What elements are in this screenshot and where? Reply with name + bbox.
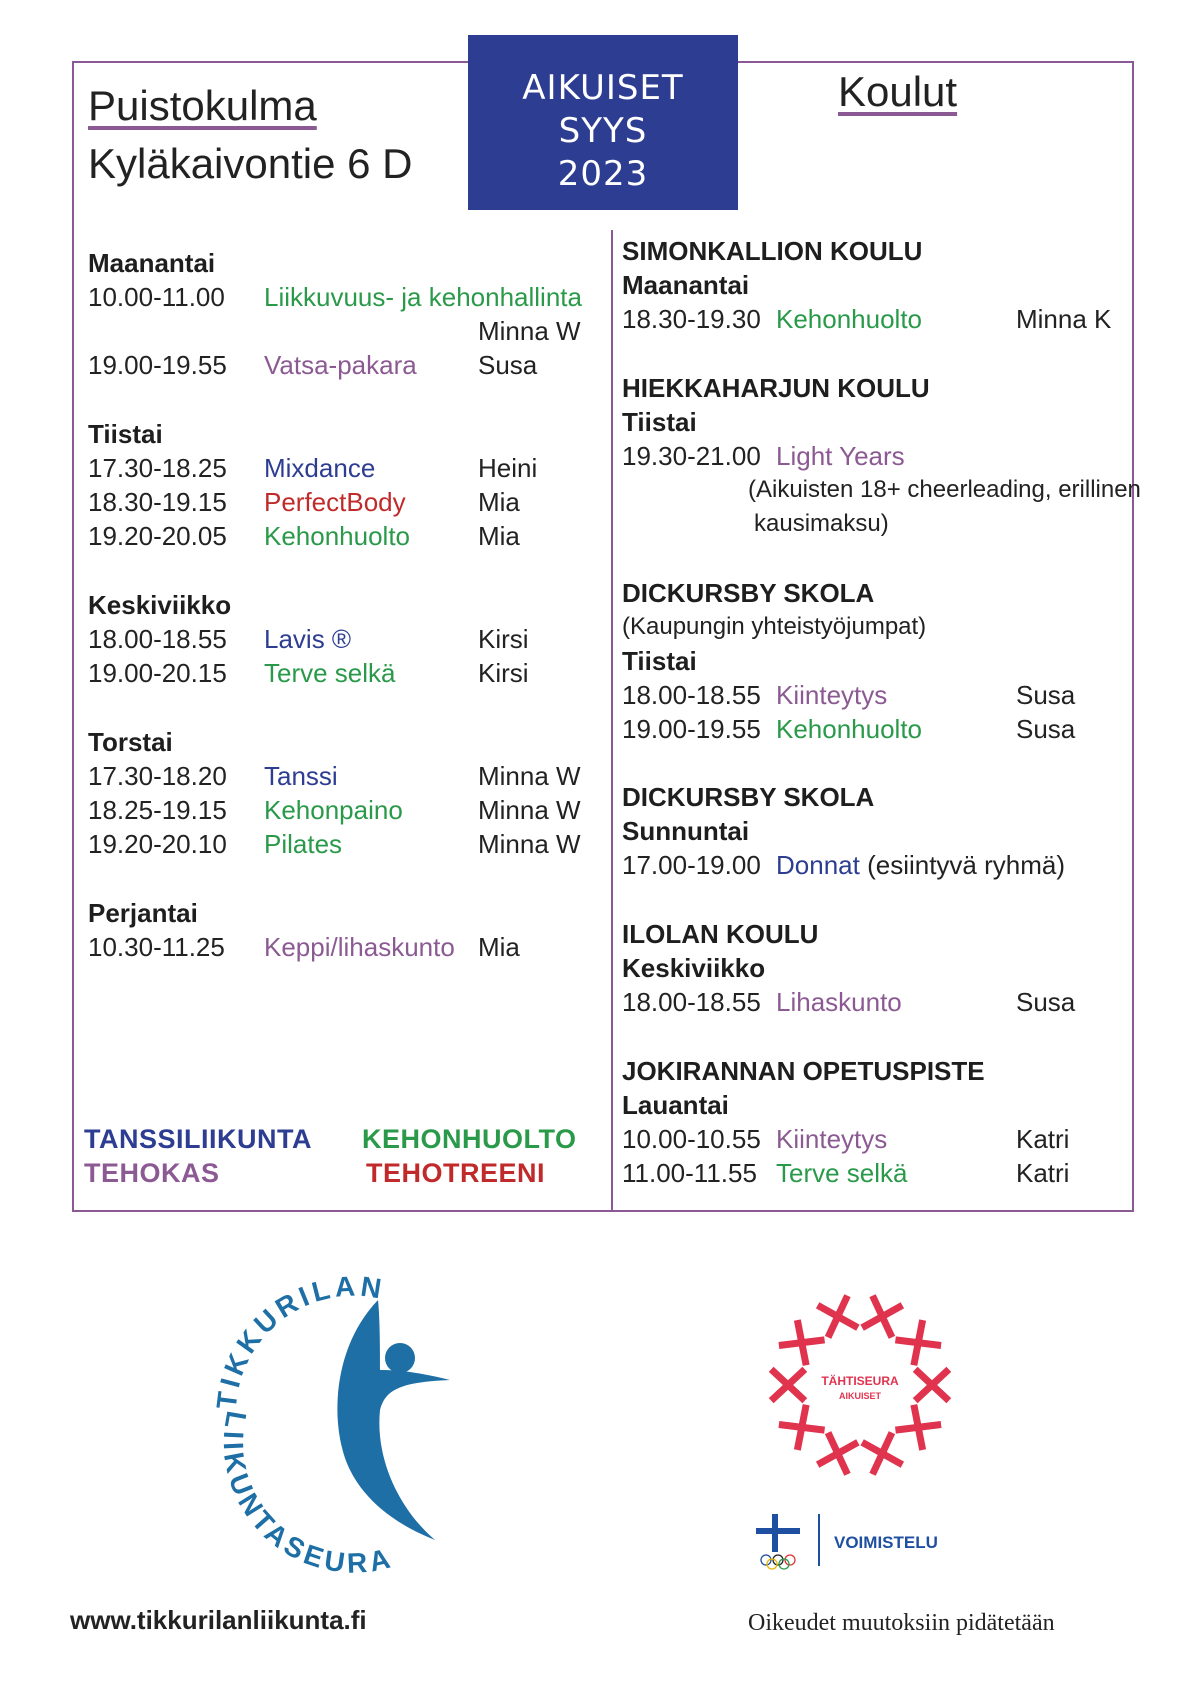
voimistelu-logo [752, 1510, 962, 1570]
time: 19.00-20.15 [88, 658, 227, 688]
school-name: HIEKKAHARJUN KOULU [622, 373, 930, 403]
header-box [468, 35, 738, 210]
website-url[interactable]: www.tikkurilanliikunta.fi [70, 1605, 367, 1635]
instructor: Minna W [478, 316, 581, 346]
instructor: Mia [478, 932, 520, 962]
time: 19.00-19.55 [88, 350, 227, 380]
instructor: Minna W [478, 829, 581, 859]
time: 18.00-18.55 [88, 624, 227, 654]
star-bar [779, 1425, 825, 1431]
class-name: Kehonhuolto [264, 521, 411, 551]
day-heading: Lauantai [622, 1090, 729, 1120]
olympic-rings-icon [761, 1555, 795, 1569]
day-heading: Maanantai [88, 248, 216, 278]
instructor: Minna W [478, 795, 581, 825]
time: 17.30-18.20 [88, 761, 227, 791]
class-name: Kehonhuolto [776, 304, 923, 334]
schools-title: Koulut [838, 68, 958, 115]
class-name: Pilates [264, 829, 343, 859]
day-heading: Tiistai [622, 407, 697, 437]
tikkurilan-logo [200, 1260, 500, 1580]
time: 18.00-18.55 [622, 680, 761, 710]
class-name: Tanssi [264, 761, 338, 791]
class-name: Lihaskunto [776, 987, 902, 1017]
time: 10.00-11.00 [88, 282, 225, 312]
instructor: Minna W [478, 761, 581, 791]
school-name: DICKURSBY SKOLA [622, 578, 875, 608]
time: 19.30-21.00 [622, 441, 761, 471]
logo-text-bottom: LIIKUNTASEURA [217, 1408, 397, 1579]
time: 11.00-11.55 [622, 1158, 757, 1188]
location-address: Kyläkaivontie 6 D [88, 140, 413, 187]
class-name: Lavis ® [264, 624, 352, 654]
instructor: Kirsi [478, 658, 529, 688]
instructor: Minna K [1016, 304, 1112, 334]
instructor: Susa [1016, 987, 1076, 1017]
time: 19.00-19.55 [622, 714, 761, 744]
class-name: Kiinteytys [776, 680, 888, 710]
day-heading: Torstai [88, 727, 173, 757]
instructor: Mia [478, 487, 520, 517]
day-heading: Keskiviikko [622, 953, 766, 983]
class-name: Keppi/lihaskunto [264, 932, 455, 962]
schedule-frame [72, 61, 1134, 1212]
star-bar [914, 1405, 923, 1450]
school-name: SIMONKALLION KOULU [622, 236, 923, 266]
instructor: Heini [478, 453, 538, 483]
time: 18.00-18.55 [622, 987, 761, 1017]
time: 18.30-19.15 [88, 487, 227, 517]
header-line-2: SYYS [558, 111, 648, 151]
location-name: Puistokulma [88, 82, 317, 129]
class-name: PerfectBody [264, 487, 406, 517]
star-logo-subtitle: AIKUISET [838, 1391, 882, 1401]
class-extra: (esiintyvä ryhmä) [867, 850, 1066, 880]
class-name: Kehonpaino [264, 795, 403, 825]
class-note: kausimaksu) [754, 510, 889, 537]
day-heading: Sunnuntai [622, 816, 750, 846]
class-name: Vatsa-pakara [264, 350, 417, 380]
instructor: Kirsi [478, 624, 529, 654]
day-heading: Tiistai [88, 419, 163, 449]
time: 10.00-10.55 [622, 1124, 761, 1154]
federation-name: VOIMISTELU [834, 1533, 938, 1552]
class-name: Liikkuvuus- ja kehonhallinta [264, 282, 582, 312]
class-name: Mixdance [264, 453, 376, 483]
class-note: (Aikuisten 18+ cheerleading, erillinen [748, 476, 1141, 503]
school-name: ILOLAN KOULU [622, 919, 819, 949]
instructor: Katri [1016, 1124, 1070, 1154]
day-heading: Tiistai [622, 646, 697, 676]
class-name: Terve selkä [264, 658, 396, 688]
instructor: Katri [1016, 1158, 1070, 1188]
day-heading: Perjantai [88, 898, 198, 928]
tahtiseura-star-logo [750, 1275, 970, 1495]
school-name: JOKIRANNAN OPETUSPISTE [622, 1056, 985, 1086]
star-logo-title: TÄHTISEURA [821, 1374, 899, 1388]
legend-training: TEHOTREENI [366, 1158, 546, 1188]
time: 18.30-19.30 [622, 304, 761, 334]
legend-body: KEHONHUOLTO [362, 1124, 577, 1154]
finnish-cross-icon [756, 1514, 800, 1552]
instructor: Susa [1016, 714, 1076, 744]
class-name: Kehonhuolto [776, 714, 923, 744]
time: 18.25-19.15 [88, 795, 227, 825]
time: 17.00-19.00 [622, 850, 761, 880]
logo-text-top: TIKKURILAN [210, 1270, 388, 1411]
class-name: Kiinteytys [776, 1124, 888, 1154]
day-heading: Keskiviikko [88, 590, 232, 620]
rights-notice: Oikeudet muutoksiin pidätetään [748, 1610, 1055, 1636]
column-divider [611, 230, 613, 1211]
class-name: Donnat [776, 850, 860, 880]
logo-divider [818, 1514, 820, 1566]
class-name: Terve selkä [776, 1158, 908, 1188]
school-name: DICKURSBY SKOLA [622, 782, 875, 812]
time: 19.20-20.10 [88, 829, 227, 859]
instructor: Mia [478, 521, 520, 551]
day-heading: Maanantai [622, 270, 750, 300]
time: 10.30-11.25 [88, 932, 225, 962]
header-line-3: 2023 [557, 154, 649, 194]
header-line-1: AIKUISET [522, 68, 684, 108]
legend-effective: TEHOKAS [84, 1158, 220, 1188]
instructor: Susa [478, 350, 538, 380]
star-bar [895, 1340, 941, 1346]
school-note: (Kaupungin yhteistyöjumpat) [622, 613, 927, 640]
instructor: Susa [1016, 680, 1076, 710]
legend-dance: TANSSILIIKUNTA [84, 1124, 312, 1154]
star-bar [797, 1320, 806, 1365]
class-name: Light Years [776, 441, 905, 471]
time: 17.30-18.25 [88, 453, 227, 483]
time: 19.20-20.05 [88, 521, 227, 551]
gymnast-figure-icon [337, 1300, 450, 1540]
